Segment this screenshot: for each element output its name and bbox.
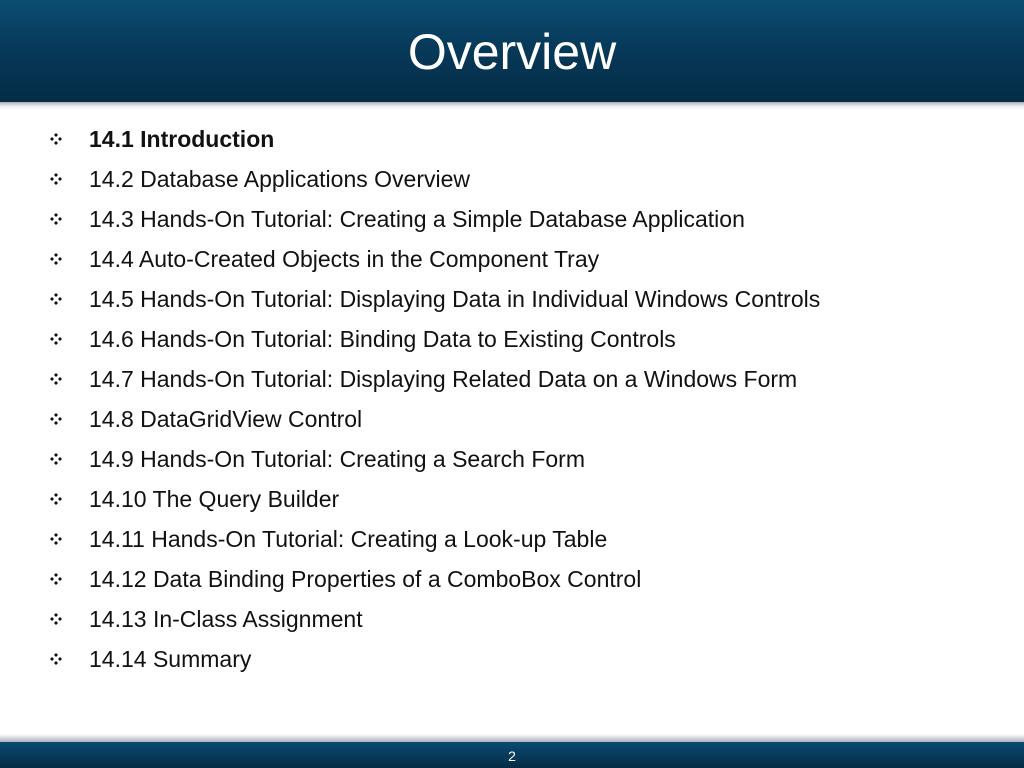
bullet-item	[0, 519, 1024, 559]
bullet-text: 14.2 Database Applications Overview	[89, 166, 470, 192]
bullet-text: 14.10 The Query Builder	[89, 486, 340, 512]
bullet-text: 14.11 Hands-On Tutorial: Creating a Look-up Table	[89, 526, 608, 552]
bullet-item	[0, 279, 1024, 319]
bullet-text: 14.3 Hands-On Tutorial: Creating a Simple Database Application	[89, 206, 745, 232]
four-diamond-bullet-icon	[50, 559, 68, 599]
bullet-text: 14.1 Introduction	[89, 126, 275, 152]
four-diamond-bullet-icon	[50, 519, 68, 559]
title-bar-shadow	[0, 102, 1024, 110]
bullet-item	[0, 479, 1024, 519]
bullet-item	[0, 399, 1024, 439]
four-diamond-bullet-icon	[50, 479, 68, 519]
bullet-text: 14.12 Data Binding Properties of a ComboBox Control	[89, 566, 642, 592]
four-diamond-bullet-icon	[50, 319, 68, 359]
bullet-item	[0, 599, 1024, 639]
bullet-item	[0, 239, 1024, 279]
footer-bar	[0, 742, 1024, 768]
four-diamond-bullet-icon	[50, 439, 68, 479]
bullet-text: 14.6 Hands-On Tutorial: Binding Data to Existing Controls	[89, 326, 676, 352]
four-diamond-bullet-icon	[50, 639, 68, 679]
bullet-text: 14.8 DataGridView Control	[89, 406, 363, 432]
four-diamond-bullet-icon	[50, 159, 68, 199]
four-diamond-bullet-icon	[50, 359, 68, 399]
bullet-text: 14.13 In-Class Assignment	[89, 606, 363, 632]
bullet-item	[0, 319, 1024, 359]
bullet-text: 14.4 Auto-Created Objects in the Component Tray	[89, 246, 600, 272]
bullet-text: 14.5 Hands-On Tutorial: Displaying Data in Individual Windows Controls	[89, 286, 821, 312]
four-diamond-bullet-icon	[50, 279, 68, 319]
bullet-item	[0, 159, 1024, 199]
bullet-item	[0, 439, 1024, 479]
footer-shadow	[0, 734, 1024, 742]
page-number: 2	[508, 748, 516, 764]
bullet-text: 14.9 Hands-On Tutorial: Creating a Search Form	[89, 446, 586, 472]
bullet-text: 14.14 Summary	[89, 646, 252, 672]
four-diamond-bullet-icon	[50, 239, 68, 279]
bullet-list	[0, 119, 1024, 679]
bullet-item	[0, 119, 1024, 159]
slide-title: Overview	[407, 24, 617, 80]
bullet-item	[0, 559, 1024, 599]
four-diamond-bullet-icon	[50, 199, 68, 239]
four-diamond-bullet-icon	[50, 119, 68, 159]
bullet-text: 14.7 Hands-On Tutorial: Displaying Related Data on a Windows Form	[89, 366, 798, 392]
four-diamond-bullet-icon	[50, 399, 68, 439]
four-diamond-bullet-icon	[50, 599, 68, 639]
bullet-item	[0, 199, 1024, 239]
title-bar	[0, 0, 1024, 102]
bullet-item	[0, 639, 1024, 679]
bullet-item	[0, 359, 1024, 399]
